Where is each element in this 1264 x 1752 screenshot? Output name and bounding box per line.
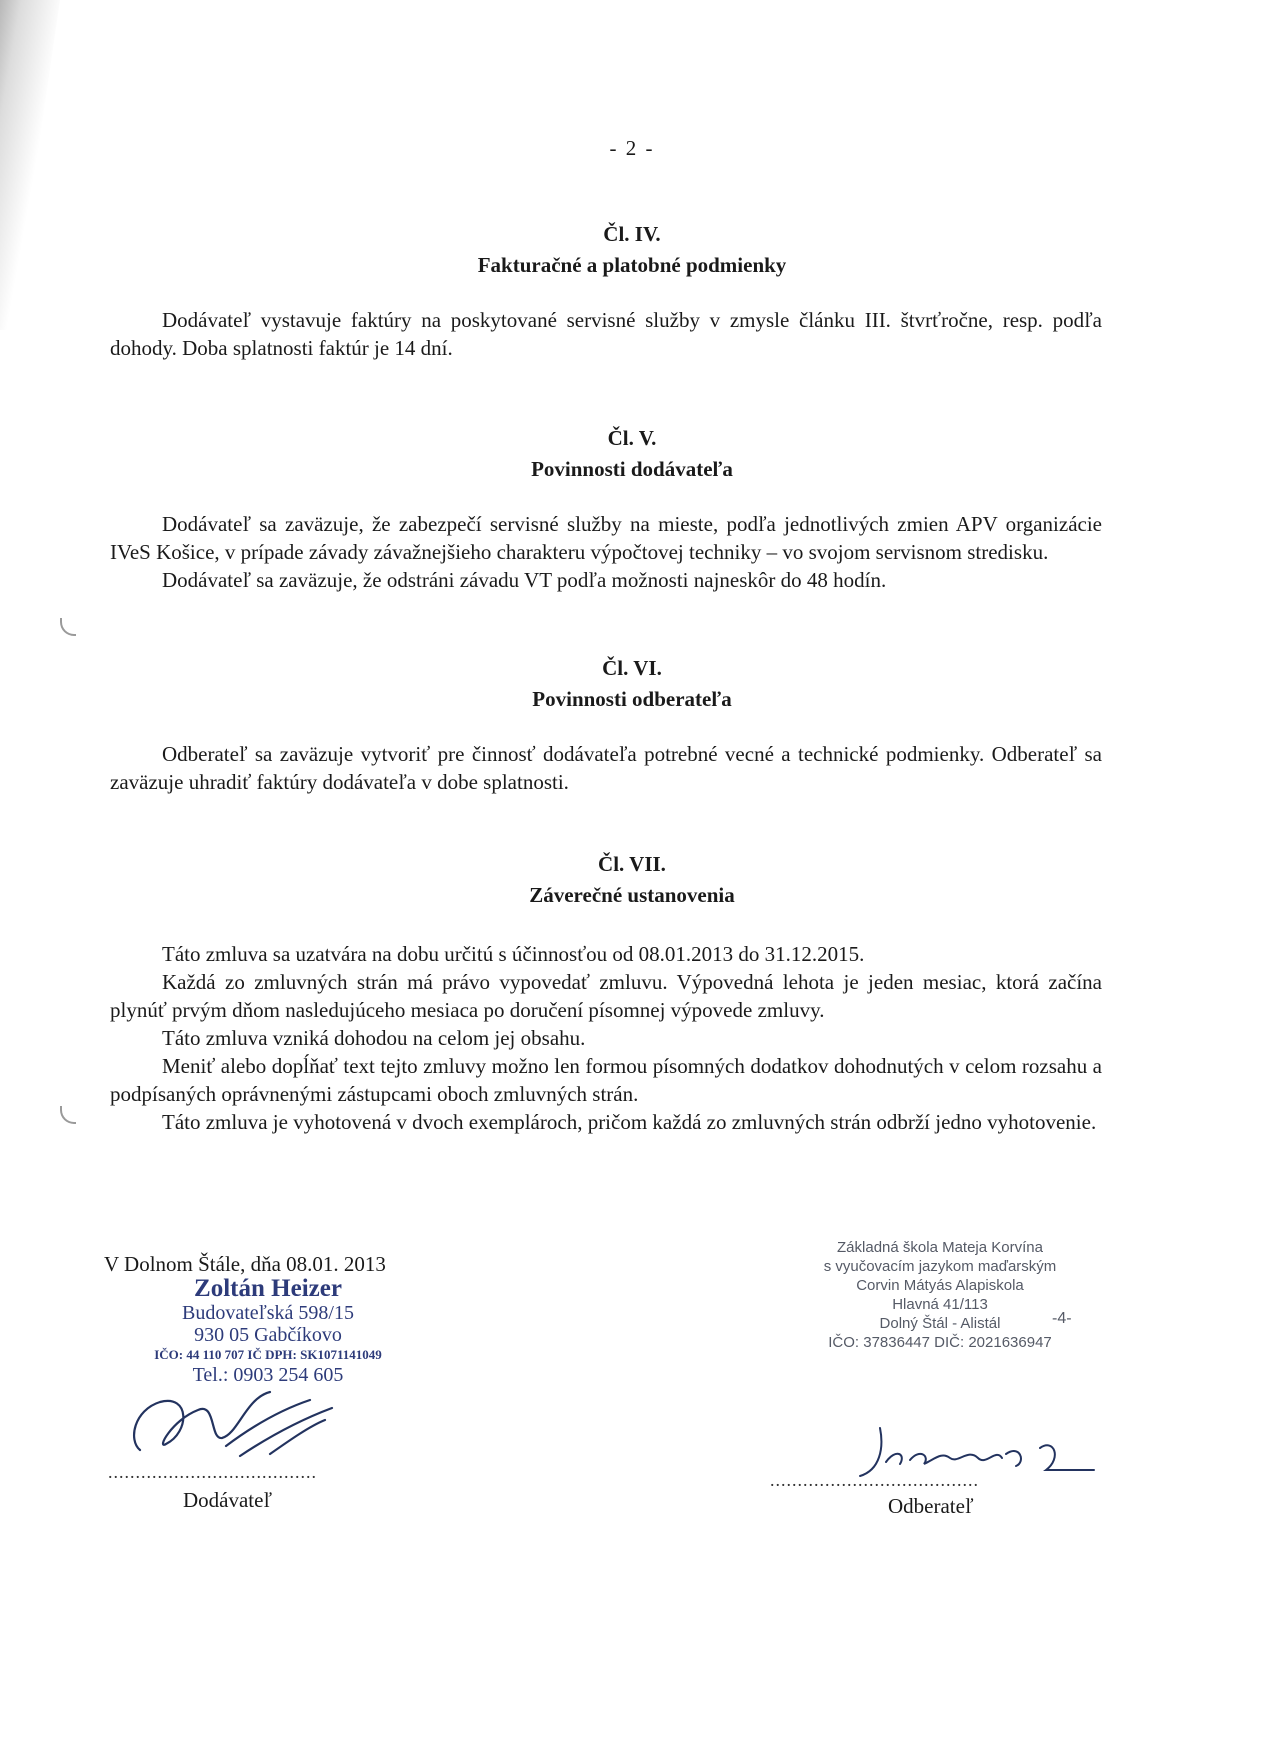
supplier-label: Dodávateľ xyxy=(183,1488,272,1512)
paragraph: Táto zmluva sa uzatvára na dobu určitú s účinnosťou od 08.01.2013 do 31.12.2015. xyxy=(162,942,865,966)
stamp-line: IČO: 37836447 DIČ: 2021636947 xyxy=(828,1334,1052,1351)
scan-edge-shadow xyxy=(0,0,60,330)
customer-label: Odberateľ xyxy=(888,1494,974,1518)
stamp-line: s vyučovacím jazykom maďarským xyxy=(823,1258,1057,1275)
article-title: Záverečné ustanovenia xyxy=(529,883,735,907)
signature-line: ...................................... xyxy=(108,1462,317,1482)
paragraph: Dodávateľ vystavuje faktúry na poskytované servisné služby v zmysle článku III. štvrťročne, resp. podľa dohody. Doba splatnosti faktúr je 14 dní. xyxy=(110,308,1102,360)
article-number: Čl. VI. xyxy=(602,656,662,680)
stamp-line: Hlavná 41/113 xyxy=(892,1296,988,1313)
article-heading xyxy=(0,656,1264,712)
stamp-name: Zoltán Heizer xyxy=(194,1275,342,1302)
article-title: Fakturačné a platobné podmienky xyxy=(477,253,787,277)
article-number: Čl. IV. xyxy=(603,222,661,246)
paragraph: Dodávateľ sa zaväzuje, že zabezpečí servisné služby na mieste, podľa jednotlivých zmien APV organizácie IVeS Košice, v prípade závady závažnejšieho charakteru výpočtovej techniky – vo svojom servisnom stredisku. xyxy=(110,512,1102,564)
stamp-ids: IČO: 44 110 707 IČ DPH: SK1071141049 xyxy=(154,1347,382,1362)
page-number: - 2 - xyxy=(609,136,655,160)
article-title: Povinnosti odberateľa xyxy=(532,687,732,711)
stamp-page-code: -4- xyxy=(1052,1310,1072,1327)
place-and-date: V Dolnom Štále, dňa 08.01. 2013 xyxy=(104,1252,386,1276)
supplier-stamp xyxy=(118,1276,418,1386)
article-heading xyxy=(0,222,1264,278)
article-body xyxy=(110,306,1102,362)
stamp-line: Základná škola Mateja Korvína xyxy=(837,1239,1043,1256)
stamp-phone: Tel.: 0903 254 605 xyxy=(192,1364,344,1386)
customer-stamp xyxy=(780,1238,1100,1352)
article-body xyxy=(110,510,1102,594)
supplier-signature xyxy=(120,1380,350,1470)
paragraph: Meniť alebo dopĺňať text tejto zmluvy možno len formou písomných dodatkov dohodnutých v celom rozsahu a podpísaných oprávnenými zástupcami oboch zmluvných strán. xyxy=(110,1054,1102,1106)
paragraph: Táto zmluva je vyhotovená v dvoch exemplároch, pričom každá zo zmluvných strán odbrží jedno vyhotovenie. xyxy=(162,1110,1097,1134)
article-body xyxy=(110,940,1102,1136)
stamp-street: Budovateľská 598/15 xyxy=(182,1302,354,1324)
article-heading xyxy=(0,852,1264,908)
article-number: Čl. V. xyxy=(607,426,657,450)
stamp-city: 930 05 Gabčíkovo xyxy=(194,1324,342,1346)
paragraph: Dodávateľ sa zaväzuje, že odstráni závadu VT podľa možnosti najneskôr do 48 hodín. xyxy=(162,568,887,592)
punch-hole-mark xyxy=(60,618,76,636)
signature-line: ...................................... xyxy=(770,1470,979,1490)
punch-hole-mark xyxy=(60,1106,76,1124)
article-body xyxy=(110,740,1102,796)
paragraph: Každá zo zmluvných strán má právo vypovedať zmluvu. Výpovedná lehota je jeden mesiac, ktorá začína plynúť prvým dňom nasledujúceho mesiaca po doručení písomnej výpovede zmluvy. xyxy=(110,970,1102,1022)
article-heading xyxy=(0,426,1264,482)
paragraph: Táto zmluva vzniká dohodou na celom jej obsahu. xyxy=(162,1026,586,1050)
article-number: Čl. VII. xyxy=(598,852,666,876)
stamp-line: Dolný Štál - Alistál xyxy=(879,1315,1001,1332)
article-title: Povinnosti dodávateľa xyxy=(531,457,733,481)
paragraph: Odberateľ sa zaväzuje vytvoriť pre činnosť dodávateľa potrebné vecné a technické podmienky. Odberateľ sa zaväzuje uhradiť faktúry dodávateľa v dobe splatnosti. xyxy=(110,742,1102,794)
stamp-line: Corvin Mátyás Alapiskola xyxy=(856,1277,1024,1294)
